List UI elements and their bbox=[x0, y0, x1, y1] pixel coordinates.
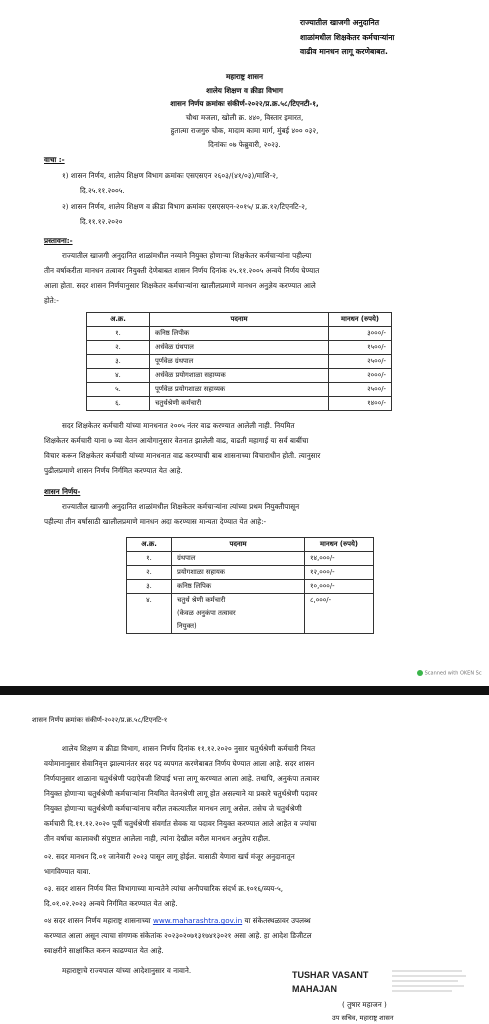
document-header bbox=[0, 70, 489, 151]
cell-no: ६. bbox=[87, 397, 150, 411]
para-text: ०४ सदर शासन निर्णय महाराष्ट्र शासनाच्या bbox=[44, 916, 151, 925]
cell-post: पूर्णवेळ प्रयोगशाळा सहाय्यक bbox=[150, 383, 329, 397]
date-line: दिनांकः ०७ फेब्रुवारी, २०२३. bbox=[208, 139, 281, 149]
reference-item-date: दि.२५.११.२००५. bbox=[80, 186, 125, 195]
cell-amount: २५००/- bbox=[329, 355, 392, 369]
govt-title: महाराष्ट्र शासन bbox=[225, 72, 264, 81]
col-header: मानधन (रुपये) bbox=[305, 538, 374, 552]
subject-line: वाढीव मानधन लागू करणेबाबत. bbox=[300, 47, 388, 56]
cell-no: ३. bbox=[127, 580, 172, 594]
para-line: करण्यात आला असून त्याचा संगणक संकेतांक २०२३०२०७१३१७४१३०२१ असा आहे. हा आदेश डिजीटल bbox=[44, 931, 312, 940]
para-line: विचार करून शिक्षकेतर कर्मचारी यांच्या मानधनात वाढ करण्याची बाब शासनाच्या विचाराधीन होती. त्यानुसार bbox=[44, 451, 321, 460]
para-line: नियुक्त होणाऱ्या चतुर्थश्रेणी कर्मचाऱ्यांना नियमित वेतनश्रेणी लागू होत असल्याने या प्रकारे चतुर्थश्रेणी पदावर bbox=[44, 789, 318, 798]
table-row bbox=[87, 341, 392, 355]
prastavana-heading: प्रस्तावना:- bbox=[44, 236, 73, 245]
cell-post: ग्रंथपाल bbox=[172, 552, 305, 566]
cell-post: कनिष्ठ लिपिक bbox=[172, 580, 305, 594]
para-line: राज्यातील खाजगी अनुदानित शाळांमधील शिक्षकेतर कर्मचाऱ्यांना त्यांच्या प्रथम नियुक्तीपासून bbox=[62, 502, 300, 511]
address-line: चौथा मजला, खोली क्र. ४४०, विस्तार इमारत, bbox=[185, 112, 304, 122]
cell-amount: १४००/- bbox=[329, 397, 392, 411]
cell-amount: २५००/- bbox=[329, 383, 392, 397]
reference-item: १) शासन निर्णय, शालेय शिक्षण विभाग क्रमांकः एसएसएन २६०३/(४१/०३)/माशि-२, bbox=[62, 171, 279, 180]
department-title: शालेय शिक्षण व क्रीडा विभाग bbox=[206, 85, 283, 95]
signer-name: TUSHAR VASANT bbox=[292, 970, 369, 980]
para-line: नियुक्त होणाऱ्या चतुर्थश्रेणी कर्मचाऱ्यांनाच वरील तकत्यातील मानधन लागू असेल. तसेच जे चतुर्थश्रेणी bbox=[44, 804, 302, 813]
cell-post: पूर्णवेळ ग्रंथपाल bbox=[150, 355, 329, 369]
gr-number: शासन निर्णय क्रमांकः संकीर्ण-२०२२/प्र.क्र.५८/टिएनटी-१, bbox=[170, 99, 319, 108]
para-line: स्वाक्षरीने साक्षांकित करुन काढण्यात येत आहे. bbox=[44, 946, 164, 955]
cell-no: २. bbox=[87, 341, 150, 355]
col-header: पदनाम bbox=[172, 538, 305, 552]
para-line: तीन वर्षाकरीता मानधन तत्वावर नियुक्ती देणेबाबत शासन निर्णय दिनांक २५.११.२००५ अन्वये निर्णय घेण्यात bbox=[44, 266, 320, 275]
table-row bbox=[127, 580, 374, 594]
page2-header: शासन निर्णय क्रमांकः संकीर्ण-२०२२/प्र.क्र.५८/टिएनटि-१ bbox=[32, 716, 168, 724]
table-row bbox=[127, 566, 374, 580]
para-line: आला होता. सदर शासन निर्णयानुसार शिक्षकेतर कर्मचाऱ्यांना खालीलप्रमाणे मानधन अनुज्ञेय करण्यात आले bbox=[44, 281, 316, 290]
post-note: (केवळ अनुकंपा तत्वावर bbox=[177, 609, 236, 617]
subject-line: शाळांमधील शिक्षकेतर कर्मचाऱ्यांना bbox=[300, 32, 395, 42]
col-header: मानधन (रुपये) bbox=[329, 313, 392, 327]
vacha-heading: वाचा :- bbox=[44, 155, 65, 164]
scanner-watermark bbox=[417, 670, 482, 677]
table-row bbox=[87, 355, 392, 369]
cell-amount: ८,०००/- bbox=[305, 594, 374, 634]
digital-signature-stamp bbox=[392, 966, 472, 996]
reference-item: २) शासन निर्णय, शालेय शिक्षण व क्रीडा विभाग क्रमांकः एसएसएन-२०१५/ प्र.क्र.१२/टिएनटि-२, bbox=[62, 202, 308, 211]
order-line: महाराष्ट्राचे राज्यपाल यांच्या आदेशानुसार व नावाने. bbox=[62, 966, 192, 975]
cell-no: ४. bbox=[87, 369, 150, 383]
para-line: शिक्षकेतर कर्मचारी याना ७ व्या वेतन आयोगानुसार वेतनात झालेली वाढ, वाढती महागाई या सर्व बाबींचा bbox=[44, 436, 309, 445]
para-line: दि.०१.०२.२०२३ अन्वये निर्गमित करण्यात येत आहे. bbox=[44, 899, 178, 908]
table-row bbox=[87, 327, 392, 341]
table-row bbox=[87, 383, 392, 397]
scanner-logo-icon bbox=[417, 670, 423, 676]
cell-no: १. bbox=[87, 327, 150, 341]
post-note: नियुक्त) bbox=[177, 622, 197, 630]
cell-amount: १४,०००/- bbox=[305, 552, 374, 566]
cell-amount: ३०००/- bbox=[329, 327, 392, 341]
para-line: राज्यातील खाजगी अनुदानित शाळांमधील नव्याने नियुक्त होणाऱ्या शिक्षकेतर कर्मचाऱ्यांना पहील्या bbox=[62, 251, 312, 260]
cell-post bbox=[172, 594, 305, 634]
para-line: भागविण्यात यावा. bbox=[44, 867, 91, 876]
para-line: होते:- bbox=[44, 296, 59, 305]
para-line-04 bbox=[44, 916, 311, 926]
honorarium-table-new bbox=[126, 537, 374, 634]
signer-block bbox=[292, 968, 368, 996]
para-line: शालेय शिक्षण व क्रीडा विभाग, शासन निर्णय दिनांक ११.१२.२०२० नुसार चतुर्थश्रेणी कर्मचारी नियत bbox=[62, 744, 316, 753]
decision-heading: शासन निर्णय- bbox=[44, 487, 81, 496]
post-name: चतुर्थ श्रेणी कर्मचारी bbox=[177, 596, 226, 604]
cell-amount: १५००/- bbox=[329, 341, 392, 355]
signer-name: MAHAJAN bbox=[292, 984, 337, 994]
address-line: हुतात्मा राजगुरु चौक, मादाम कामा मार्ग, मुंबई ४०० ०३२, bbox=[170, 126, 319, 135]
honorarium-table-old bbox=[86, 312, 392, 411]
cell-no: ५. bbox=[87, 383, 150, 397]
cell-post: कनिष्ठ लिपीक bbox=[150, 327, 329, 341]
scanner-label: Scanned with OKEN Sc bbox=[424, 670, 482, 677]
cell-post: चतुर्थश्रेणी कर्मचारी bbox=[150, 397, 329, 411]
cell-no: ३. bbox=[87, 355, 150, 369]
table-header-row bbox=[87, 313, 392, 327]
page-divider bbox=[0, 686, 489, 695]
cell-post: अर्धवेळ प्रयोगशाळा सहाय्यक bbox=[150, 369, 329, 383]
cell-no: २. bbox=[127, 566, 172, 580]
col-header: अ.क्र. bbox=[87, 313, 150, 327]
cell-post: प्रयोगशाळा सहायक bbox=[172, 566, 305, 580]
cell-amount: २०००/- bbox=[329, 369, 392, 383]
table-row bbox=[87, 369, 392, 383]
para-line: तीन वर्षाचा कालावधी संपुष्टात आलेला नाही, त्यांना देखील वरील मानधन अनुज्ञेय राहील. bbox=[44, 834, 271, 843]
cell-amount: १२,०००/- bbox=[305, 566, 374, 580]
reference-item-date: दि.११.१२.२०२० bbox=[80, 217, 123, 226]
para-line: सदर शिक्षकेतर कर्मचारी यांच्या मानधनात २००५ नंतर वाढ करण्यात आलेली नाही. नियमित bbox=[62, 421, 295, 430]
para-line: पहील्या तीन वर्षासाठी खालीलप्रमाणे मानधन अदा करण्यास मान्यता देण्यात येत आहे:- bbox=[44, 517, 267, 526]
website-link[interactable]: www.maharashtra.gov.in bbox=[152, 916, 243, 925]
signer-designation: उप सचिव, महाराष्ट्र शासन bbox=[332, 1014, 394, 1022]
subject-line: राज्यातील खाजगी अनुदानित bbox=[300, 18, 380, 27]
subject-block bbox=[300, 16, 480, 60]
cell-amount: १०,०००/- bbox=[305, 580, 374, 594]
para-line: निर्णयानुसार शाळाना चतुर्थश्रेणी पदाऐवजी शिपाई भत्ता लागू करण्यात आला आहे. तथापि, अनुकंपा तत्वावर bbox=[44, 774, 320, 783]
col-header: अ.क्र. bbox=[127, 538, 172, 552]
para-line: ०३. सदर शासन निर्णय वित्त विभागाच्या मान्यतेने त्यांचा अनौपचारिक संदर्भ क्र.१०१६/व्यय-५, bbox=[44, 884, 283, 893]
table-header-row bbox=[127, 538, 374, 552]
para-line: पुढीलप्रमाणे शासन निर्णय निर्गमित करण्यात येत आहे. bbox=[44, 466, 183, 475]
cell-post: अर्धवेळ ग्रंथपाल bbox=[150, 341, 329, 355]
table-row bbox=[87, 397, 392, 411]
signer-marathi-name: ( तुषार महाजन ) bbox=[342, 1000, 387, 1009]
para-line: वयोमानानुसार सेवानिवृत्त झाल्यानंतर सदर पद व्यपगत करणेबाबत निर्णय घेण्यात आला आहे. सदर शासन bbox=[44, 759, 315, 768]
para-line: ०२. सदर मानधन दि.०१ जानेवारी २०२३ पासून लागू होईल. यासाठी येणारा खर्च मंजूर अनुदानातून bbox=[44, 852, 295, 861]
col-header: पदनाम bbox=[150, 313, 329, 327]
para-text: या संकेतस्थळावर उपलब्ध bbox=[244, 916, 311, 925]
cell-no: १. bbox=[127, 552, 172, 566]
cell-no: ४. bbox=[127, 594, 172, 634]
table-row bbox=[127, 594, 374, 634]
para-line: कर्मचारी दि.११.१२.२०२० पूर्वी चतुर्थश्रेणी संवर्गात सेवक या पदावर नियुक्त करण्यात आले आहेत व ज्यांचा bbox=[44, 819, 317, 828]
table-row bbox=[127, 552, 374, 566]
